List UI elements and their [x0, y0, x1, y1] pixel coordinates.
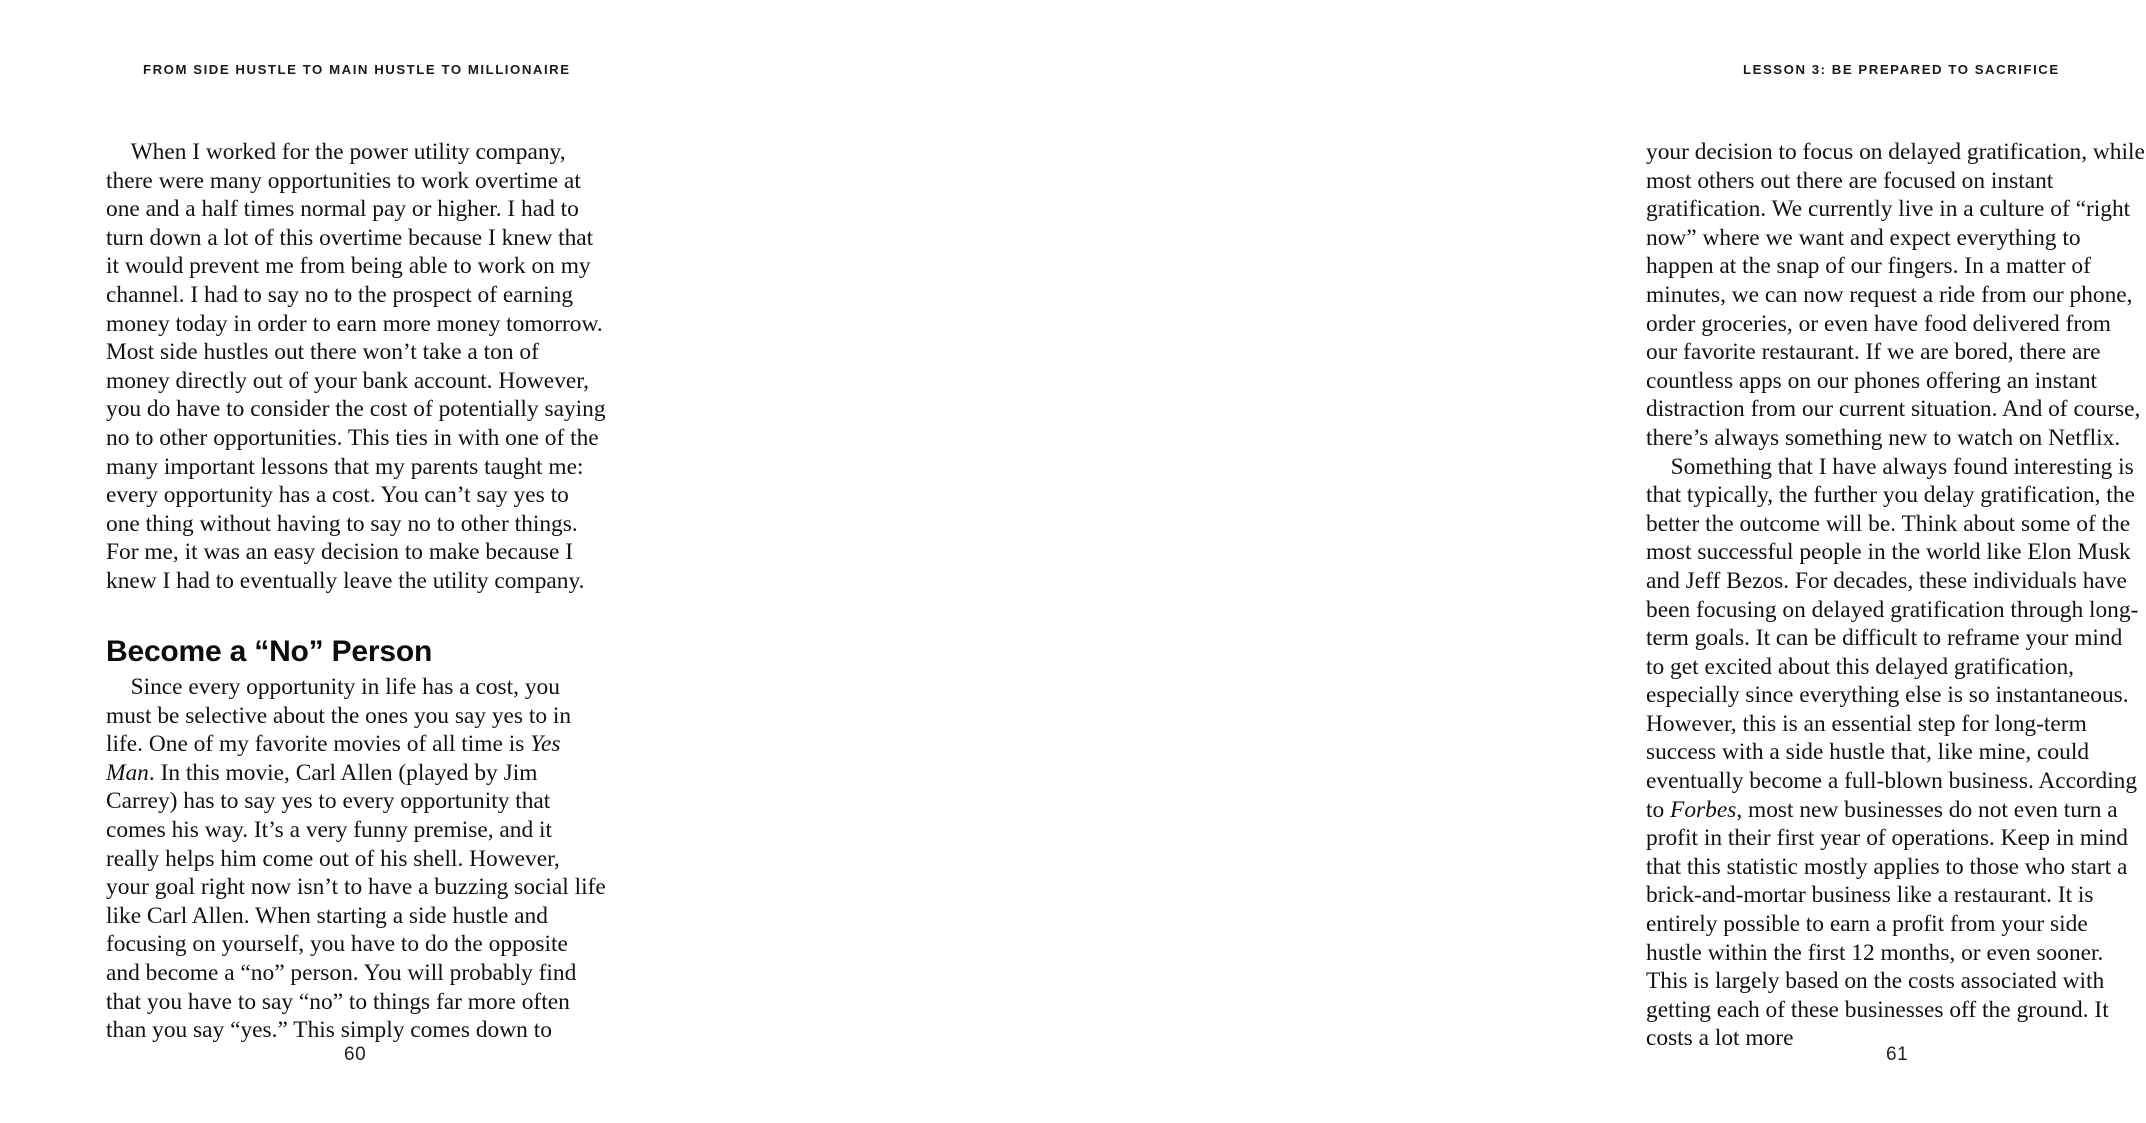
page-number-left: 60 — [344, 1044, 367, 1065]
left-paragraph-1: When I worked for the power utility company, there were many opportunities to work overtime at one and a half times normal pay or higher. I had to turn down a lot of this overtime because I knew that it would prevent me from being able to work on my channel. I had to say no to the prospect of earning money today in order to earn more money tomorrow. Most side hustles out there won’t take a ton of money directly out of your bank account. However, you do have to consider the cost of potentially saying no to other opportunities. This ties in with one of the many important lessons that my parents taught me: every opportunity has a cost. You can’t say yes to one thing without having to say no to other things. For me, it was an easy decision to make because I knew I had to eventually leave the utility company. — [106, 139, 606, 594]
running-head-right: LESSON 3: BE PREPARED TO SACRIFICE — [1743, 62, 2060, 77]
left-paragraph-2-text-before-title: Since every opportunity in life has a cost, you must be selective about the ones you say yes to in life. One of my favorite movies of all time is — [106, 674, 572, 758]
right-text-column — [1646, 138, 2146, 1053]
running-head-left: FROM SIDE HUSTLE TO MAIN HUSTLE TO MILLIONAIRE — [143, 62, 571, 77]
movie-title-yes-man: Yes Man — [106, 731, 561, 786]
publication-title-forbes: Forbes — [1670, 796, 1737, 823]
right-paragraph-2-text-after-title: , most new businesses do not even turn a profit in their first year of operations. Keep in mind that this statistic mostly applies to those who start a brick-and-mortar business like a restaurant. It is entirely possible to earn a profit from your side hustle within the first 12 months, or even sooner. This is largely based on the costs associated with getting each of these businesses off the ground. It costs a lot more — [1646, 796, 2128, 1052]
page-number-right: 61 — [1886, 1044, 1909, 1065]
left-paragraph-2-text-after-title: . In this movie, Carl Allen (played by Jim Carrey) has to say yes to every opportunity that comes his way. It’s a very funny premise, and it really helps him come out of his shell. However, your goal right now isn’t to have a buzzing social life like Carl Allen. When starting a side hustle and focusing on yourself, you have to do the opposite and become a “no” person. You will probably find that you have to say “no” to things far more often than you say “yes.” This simply comes down to — [106, 759, 606, 1044]
left-text-column — [106, 138, 606, 1045]
left-paragraph-2 — [106, 673, 606, 1045]
section-heading-become-a-no-person: Become a “No” Person — [106, 634, 433, 668]
right-paragraph-1: your decision to focus on delayed gratification, while most others out there are focused on instant gratification. We currently live in a culture of “right now” where we want and expect everything to happen at the snap of our fingers. In a matter of minutes, we can now request a ride from our phone, order groceries, or even have food delivered from our favorite restaurant. If we are bored, there are countless apps on our phones offering an instant distraction from our current situation. And of course, there’s always something new to watch on Netflix. — [1646, 139, 2145, 451]
right-page — [750, 0, 2145, 1123]
right-paragraph-2 — [1646, 453, 2146, 1053]
left-page — [0, 0, 750, 1123]
right-paragraph-2-text-before-title: Something that I have always found interesting is that typically, the further you delay gratification, the better the outcome will be. Think about some of the most successful people in the world like Elon Musk and Jeff Bezos. For decades, these individuals have been focusing on delayed gratification through long-term goals. It can be difficult to reframe your mind to get excited about this delayed gratification, especially since everything else is so instantaneous. However, this is an essential step for long-term success with a side hustle that, like mine, could eventually become a full-blown business. According to — [1646, 453, 2139, 823]
